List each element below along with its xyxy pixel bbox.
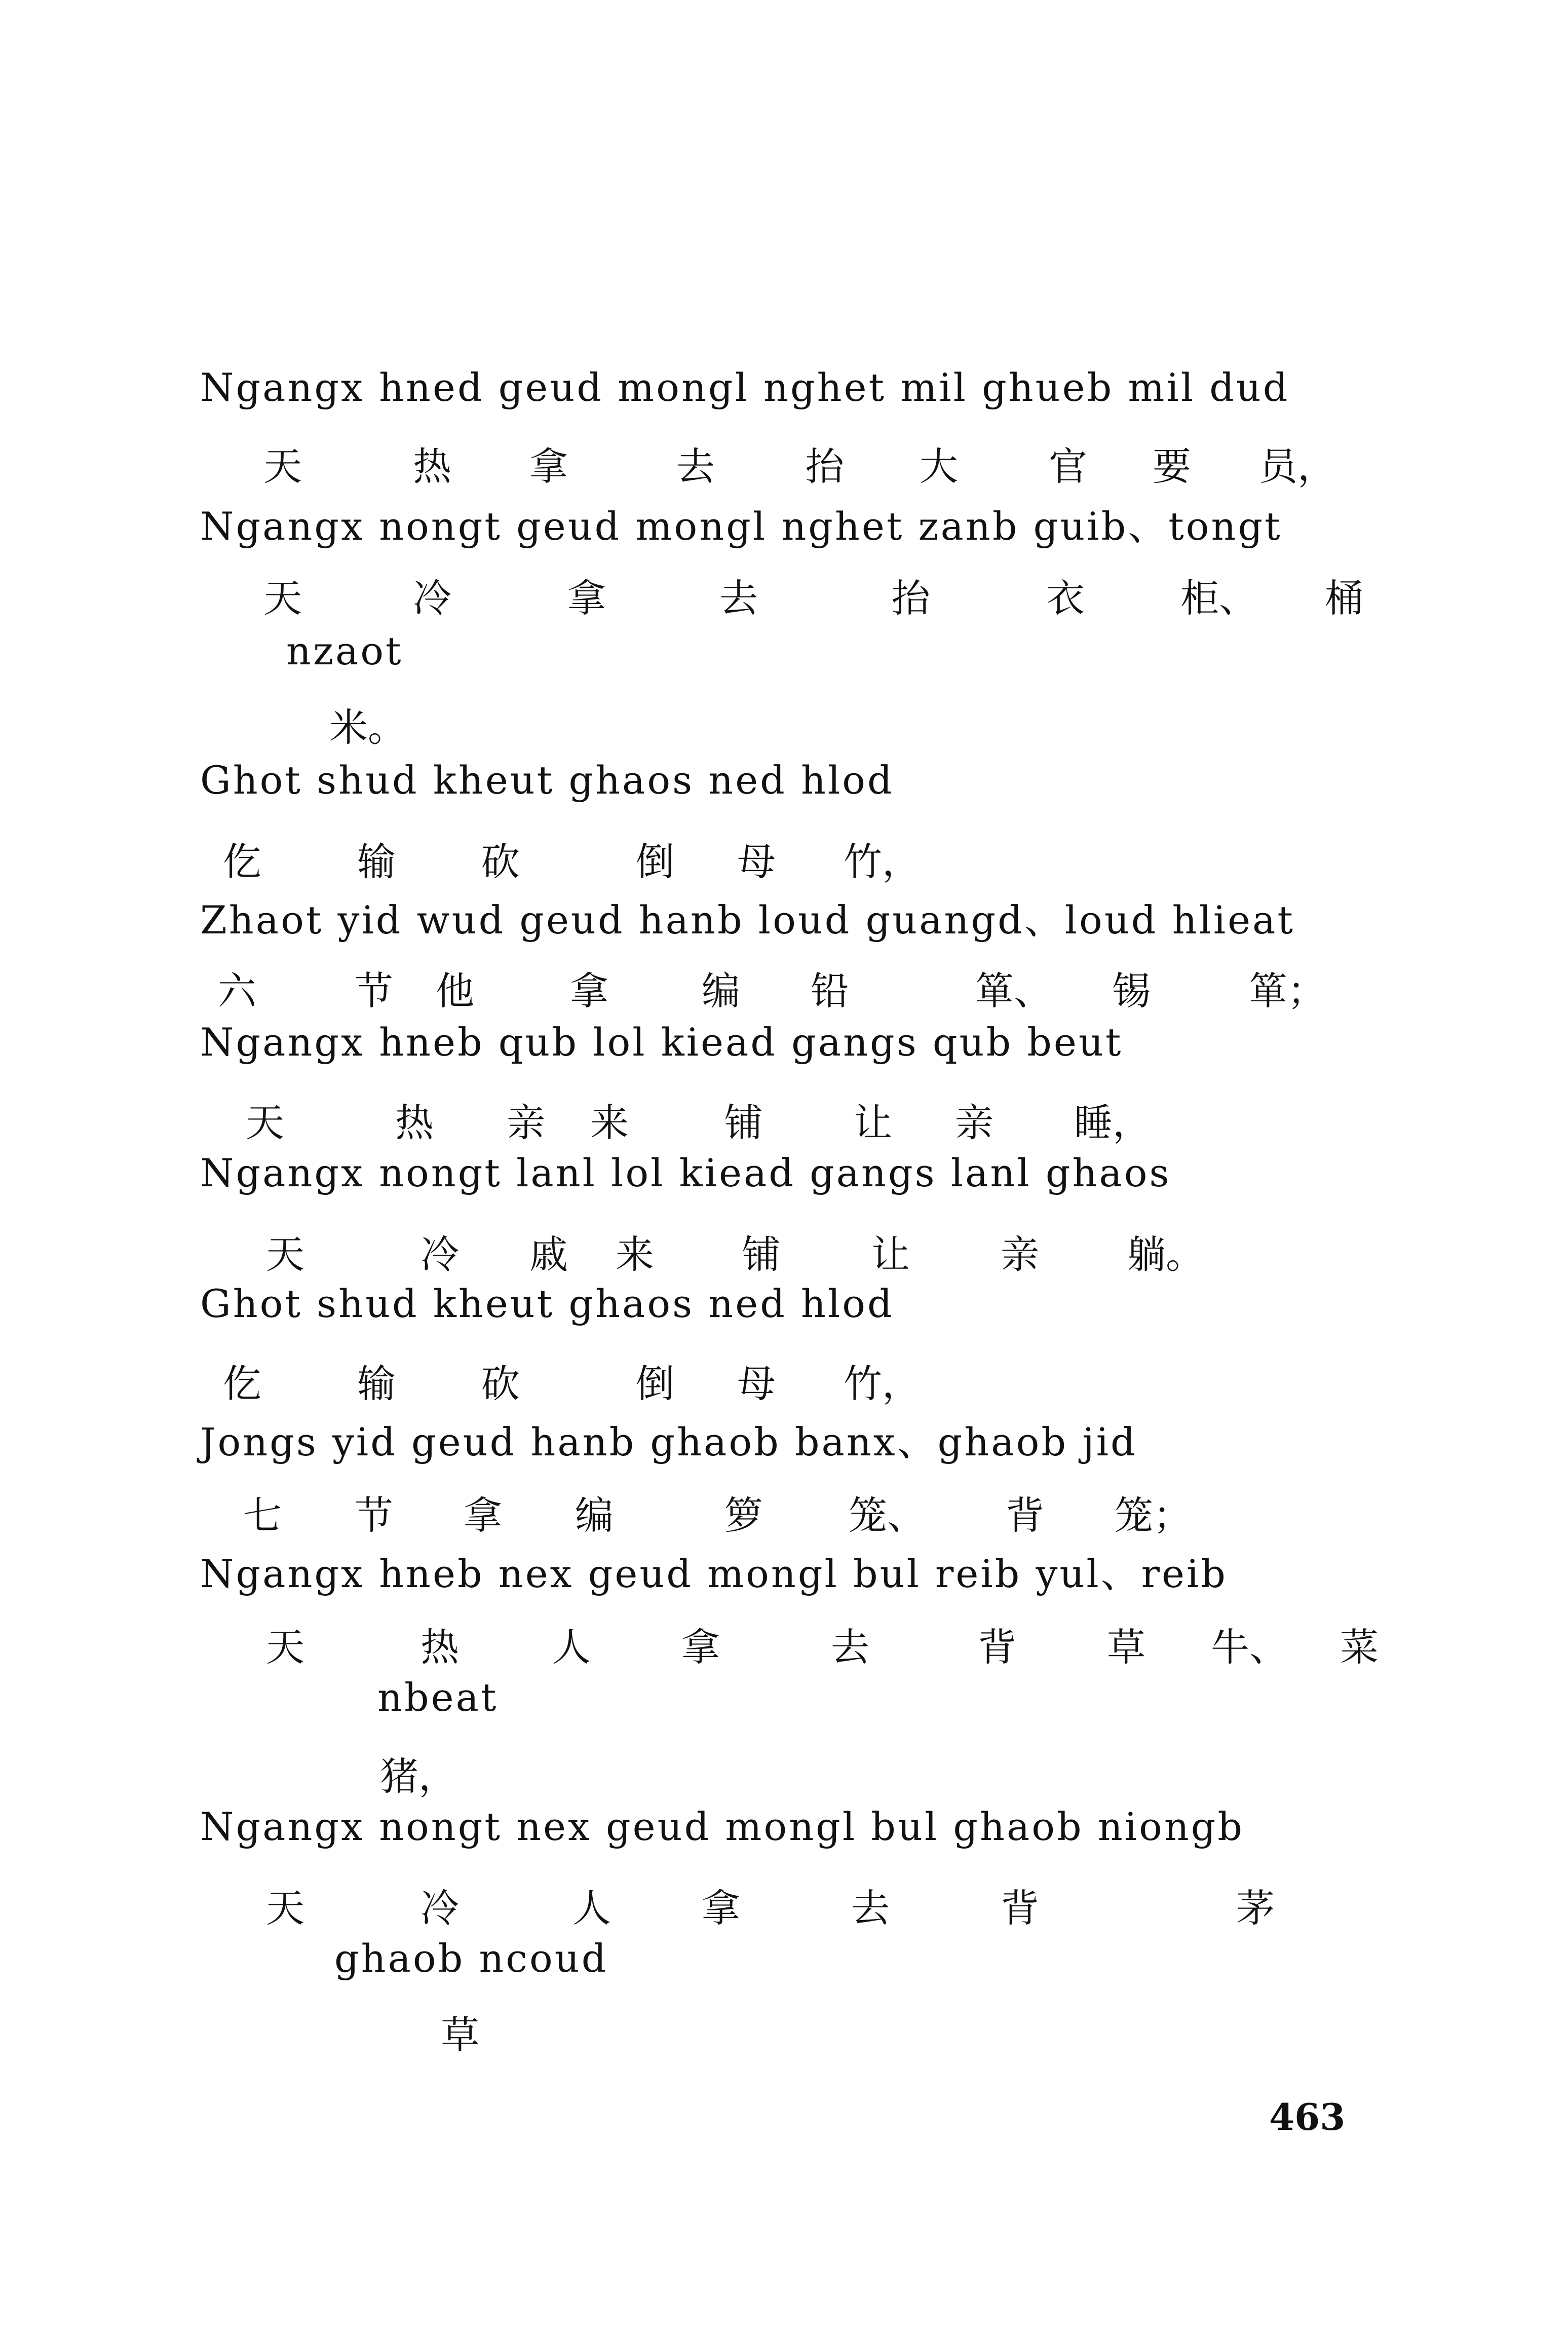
gloss-word: 冷: [420, 1886, 459, 1931]
gloss-word: 官: [1049, 444, 1087, 489]
gloss-word: 拿: [567, 576, 606, 621]
gloss-word: 竹，: [844, 839, 921, 884]
gloss-word: 去: [719, 576, 758, 621]
gloss-word: 节: [355, 968, 393, 1013]
gloss-word: 天: [266, 1886, 304, 1931]
gloss-word: 锡: [1112, 968, 1151, 1013]
gloss-word: 戚: [529, 1232, 568, 1277]
gloss-word: 牛、: [1211, 1625, 1288, 1670]
gloss-word: 去: [831, 1625, 869, 1670]
verse-line-1: Ngangx hned geud mongl nghet mil ghueb mil dud: [200, 365, 1290, 410]
gloss-word: 米。: [329, 705, 406, 750]
gloss-word: 母: [737, 1361, 776, 1406]
gloss-word: 热: [395, 1100, 434, 1145]
gloss-word: 节: [355, 1493, 393, 1538]
gloss-word: 箪、: [975, 968, 1052, 1013]
gloss-word: 冷: [420, 1232, 459, 1277]
gloss-word: 桶: [1325, 576, 1363, 621]
gloss-word: 仡: [223, 1361, 261, 1406]
gloss-word: 编: [575, 1493, 614, 1538]
gloss-word: 背: [1001, 1886, 1039, 1931]
gloss-word: 箪；: [1249, 968, 1326, 1013]
verse-line-4: Ghot shud kheut ghaos ned hlod: [200, 758, 894, 803]
gloss-word: 抬: [806, 444, 844, 489]
gloss-word: 拿: [529, 444, 568, 489]
gloss-word: 竹，: [844, 1361, 921, 1406]
gloss-word: 让: [854, 1100, 892, 1145]
gloss-word: 输: [357, 839, 396, 884]
gloss-word: 睡，: [1074, 1100, 1151, 1145]
verse-line-8: Ghot shud kheut ghaos ned hlod: [200, 1281, 894, 1326]
gloss-word: 天: [266, 1232, 304, 1277]
verse-line-7: Ngangx nongt lanl lol kiead gangs lanl ghaos: [200, 1150, 1171, 1195]
gloss-word: 柜、: [1180, 576, 1257, 621]
gloss-word: 背: [1006, 1493, 1044, 1538]
gloss-word: 倒: [636, 1361, 674, 1406]
gloss-word: 草: [1107, 1625, 1145, 1670]
gloss-word: 猪，: [380, 1754, 457, 1799]
gloss-word: 铅: [811, 968, 849, 1013]
gloss-word: 铺: [742, 1232, 781, 1277]
gloss-word: 亲: [1001, 1232, 1039, 1277]
gloss-word: 天: [246, 1100, 284, 1145]
gloss-word: 倒: [636, 839, 674, 884]
gloss-word: 六: [218, 968, 256, 1013]
gloss-word: 拿: [681, 1625, 720, 1670]
gloss-word: 笼、: [849, 1493, 926, 1538]
gloss-word: 菜: [1340, 1625, 1379, 1670]
verse-line-12: Ngangx nongt nex geud mongl bul ghaob niongb: [200, 1804, 1245, 1849]
gloss-word: 躺。: [1127, 1232, 1204, 1277]
gloss-word: 来: [616, 1232, 654, 1277]
gloss-word: 让: [871, 1232, 910, 1277]
verse-line-2: Ngangx nongt geud mongl nghet zanb guib、tongt: [200, 504, 1282, 549]
gloss-word: 编: [702, 968, 740, 1013]
gloss-word: 拿: [570, 968, 608, 1013]
verse-line-6: Ngangx hneb qub lol kiead gangs qub beut: [200, 1020, 1123, 1065]
gloss-word: 七: [243, 1493, 282, 1538]
gloss-word: 热: [420, 1625, 459, 1670]
gloss-word: 茅: [1236, 1886, 1275, 1931]
page-number: 463: [1269, 2095, 1346, 2138]
gloss-word: 天: [263, 576, 302, 621]
gloss-word: 笼；: [1115, 1493, 1192, 1538]
verse-line-9: Jongs yid geud hanb ghaob banx、ghaob jid: [200, 1419, 1137, 1464]
gloss-word: 天: [266, 1625, 304, 1670]
gloss-word: 抬: [892, 576, 930, 621]
gloss-word: 员，: [1259, 444, 1336, 489]
gloss-word: 来: [590, 1100, 629, 1145]
gloss-word: 人: [552, 1625, 591, 1670]
verse-line-10: Ngangx hneb nex geud mongl bul reib yul、reib: [200, 1551, 1228, 1596]
gloss-word: 热: [413, 444, 451, 489]
gloss-word: 背: [978, 1625, 1016, 1670]
gloss-word: 拿: [464, 1493, 502, 1538]
gloss-word: 亲: [507, 1100, 545, 1145]
gloss-word: 母: [737, 839, 776, 884]
gloss-word: 冷: [413, 576, 451, 621]
gloss-word: 天: [263, 444, 302, 489]
gloss-word: 铺: [724, 1100, 763, 1145]
gloss-word: 拿: [702, 1886, 740, 1931]
verse-line-3: nzaot: [286, 628, 403, 673]
gloss-word: 亲: [955, 1100, 993, 1145]
gloss-word: 人: [572, 1886, 611, 1931]
verse-line-11: nbeat: [377, 1675, 499, 1720]
gloss-word: 他: [436, 968, 474, 1013]
gloss-word: 要: [1153, 444, 1191, 489]
gloss-word: 输: [357, 1361, 396, 1406]
gloss-word: 衣: [1046, 576, 1085, 621]
verse-line-13: ghaob ncoud: [334, 1936, 608, 1981]
verse-line-5: Zhaot yid wud geud hanb loud guangd、loud hlieat: [200, 897, 1295, 943]
gloss-word: 去: [676, 444, 715, 489]
gloss-word: 砍: [481, 839, 520, 884]
gloss-word: 箩: [724, 1493, 763, 1538]
gloss-word: 砍: [481, 1361, 520, 1406]
gloss-word: 大: [920, 444, 958, 489]
gloss-word: 去: [851, 1886, 890, 1931]
gloss-word: 草: [441, 2012, 479, 2057]
gloss-word: 仡: [223, 839, 261, 884]
